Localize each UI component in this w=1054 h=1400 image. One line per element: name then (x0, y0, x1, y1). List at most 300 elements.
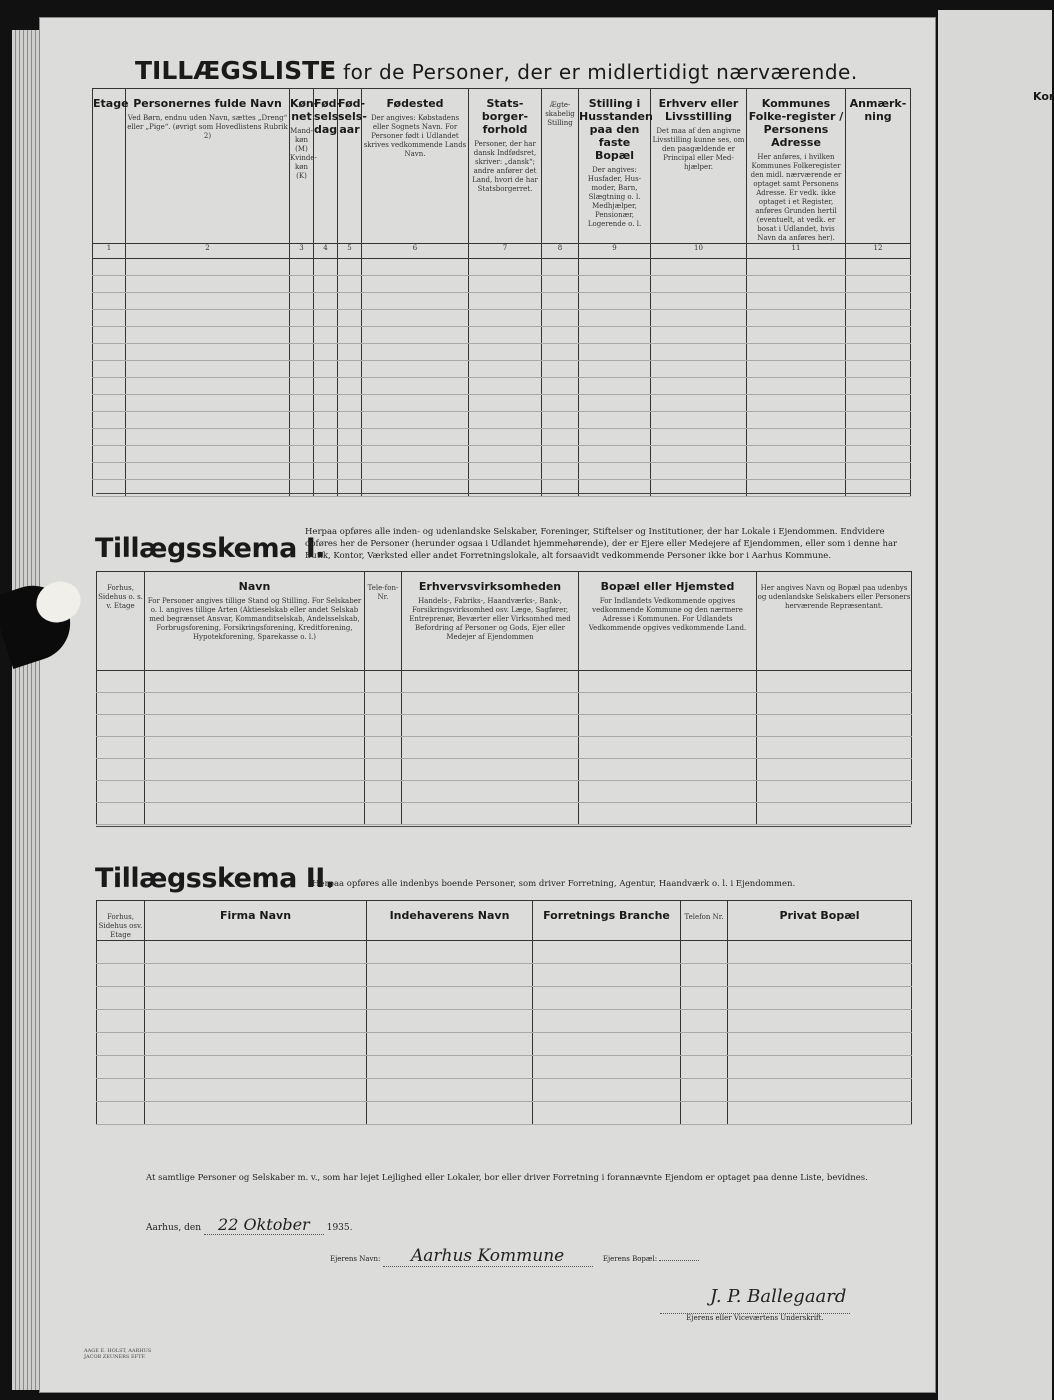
skema2-cell[interactable] (97, 1033, 145, 1056)
list-cell[interactable] (314, 310, 338, 327)
skema1-cell[interactable] (97, 693, 145, 715)
list-cell[interactable] (314, 344, 338, 361)
list-cell[interactable] (651, 344, 747, 361)
list-cell[interactable] (290, 327, 314, 344)
skema2-cell[interactable] (728, 1010, 912, 1033)
skema1-table (96, 571, 912, 825)
list-cell[interactable] (93, 293, 126, 310)
list-cell[interactable] (651, 276, 747, 293)
list-cell[interactable] (126, 378, 290, 395)
list-cell[interactable] (290, 446, 314, 463)
list-cell[interactable] (469, 463, 542, 480)
list-cell[interactable] (290, 310, 314, 327)
skema1-header-row (97, 572, 912, 671)
list-cell[interactable] (338, 395, 362, 412)
list-header-note: Der angives: Købstadens eller Sognets Navn. For Personer født i Udlandet skrives vedkommende Lands Navn. (363, 114, 467, 158)
column-number: 5 (338, 244, 362, 259)
skema1-cell[interactable] (579, 803, 757, 825)
list-cell[interactable] (579, 276, 651, 293)
list-header-note: Der angives: Husfader, Hus-moder, Barn, Slægtning o. l. Medhjælper, Pensionær, Logerende o. l. (587, 166, 642, 228)
skema1-cell[interactable] (145, 803, 365, 825)
skema1-cell[interactable] (757, 759, 912, 781)
list-cell[interactable] (846, 276, 911, 293)
list-cell[interactable] (338, 344, 362, 361)
skema1-header-note: Handels-, Fabriks-, Haandværks-, Bank-, Forsikringsvirksomhed osv. Læge, Sagfører, Entreprenør, Beværter eller Virksomhed med Befordring af Personer og Gods, Ejer eller Medejer af Ejendommen (409, 597, 571, 641)
list-cell[interactable] (362, 293, 469, 310)
list-cell[interactable] (846, 344, 911, 361)
list-cell[interactable] (469, 446, 542, 463)
list-cell[interactable] (747, 446, 846, 463)
list-cell[interactable] (747, 463, 846, 480)
skema2-cell[interactable] (145, 1010, 367, 1033)
list-cell[interactable] (846, 327, 911, 344)
skema1-cell[interactable] (365, 715, 402, 737)
list-header-cell (542, 89, 579, 244)
list-cell[interactable] (579, 310, 651, 327)
skema1-cell[interactable] (97, 737, 145, 759)
list-cell[interactable] (651, 446, 747, 463)
skema2-cell[interactable] (533, 1102, 681, 1125)
skema2-row (97, 941, 912, 964)
column-number: 10 (651, 244, 747, 259)
skema2-row (97, 1102, 912, 1125)
list-cell[interactable] (93, 276, 126, 293)
skema1-cell[interactable] (579, 693, 757, 715)
list-cell[interactable] (542, 344, 579, 361)
list-cell[interactable] (362, 361, 469, 378)
list-cell[interactable] (846, 412, 911, 429)
list-cell[interactable] (469, 412, 542, 429)
list-header-cell (747, 89, 846, 244)
list-cell[interactable] (290, 293, 314, 310)
skema2-cell[interactable] (367, 1056, 533, 1079)
list-number-row (93, 244, 911, 259)
list-cell[interactable] (290, 412, 314, 429)
list-header-title: Fødested (386, 97, 444, 110)
skema1-cell[interactable] (757, 671, 912, 693)
list-cell[interactable] (126, 412, 290, 429)
list-cell[interactable] (747, 276, 846, 293)
list-cell[interactable] (651, 463, 747, 480)
skema2-cell[interactable] (533, 964, 681, 987)
list-cell[interactable] (126, 310, 290, 327)
list-cell[interactable] (126, 276, 290, 293)
skema2-cell[interactable] (145, 941, 367, 964)
skema2-cell[interactable] (97, 941, 145, 964)
skema1-cell[interactable] (579, 671, 757, 693)
list-cell[interactable] (846, 463, 911, 480)
list-cell[interactable] (846, 395, 911, 412)
list-cell[interactable] (290, 395, 314, 412)
skema1-cell[interactable] (145, 671, 365, 693)
list-cell[interactable] (651, 395, 747, 412)
skema2-cell[interactable] (145, 964, 367, 987)
skema1-cell[interactable] (579, 715, 757, 737)
list-cell[interactable] (93, 446, 126, 463)
list-cell[interactable] (314, 446, 338, 463)
list-cell[interactable] (338, 276, 362, 293)
skema1-cell[interactable] (365, 693, 402, 715)
list-cell[interactable] (469, 293, 542, 310)
skema2-cell[interactable] (533, 987, 681, 1010)
skema2-cell[interactable] (97, 964, 145, 987)
skema1-cell[interactable] (365, 803, 402, 825)
skema1-row (97, 803, 912, 825)
list-cell[interactable] (93, 429, 126, 446)
list-cell[interactable] (362, 276, 469, 293)
list-cell[interactable] (290, 344, 314, 361)
skema2-cell[interactable] (533, 1033, 681, 1056)
skema1-cell[interactable] (402, 671, 579, 693)
list-cell[interactable] (651, 378, 747, 395)
supplement-list-table (92, 88, 911, 497)
list-cell[interactable] (338, 361, 362, 378)
list-cell[interactable] (846, 259, 911, 276)
skema2-cell[interactable] (367, 1033, 533, 1056)
list-cell[interactable] (747, 344, 846, 361)
list-cell[interactable] (579, 463, 651, 480)
skema2-cell[interactable] (533, 941, 681, 964)
skema2-cell[interactable] (681, 1079, 728, 1102)
skema1-cell[interactable] (402, 759, 579, 781)
list-cell[interactable] (579, 327, 651, 344)
column-number: 1 (93, 244, 126, 259)
list-cell[interactable] (126, 446, 290, 463)
list-cell[interactable] (126, 395, 290, 412)
skema1-cell[interactable] (145, 693, 365, 715)
skema2-cell[interactable] (728, 1056, 912, 1079)
list-cell[interactable] (469, 344, 542, 361)
list-cell[interactable] (579, 293, 651, 310)
skema1-header-cell (97, 572, 145, 671)
list-cell[interactable] (542, 378, 579, 395)
list-cell[interactable] (542, 293, 579, 310)
list-cell[interactable] (314, 378, 338, 395)
list-header-cell (651, 89, 747, 244)
skema1-cell[interactable] (145, 759, 365, 781)
list-cell[interactable] (542, 463, 579, 480)
list-cell[interactable] (469, 378, 542, 395)
list-cell[interactable] (747, 259, 846, 276)
list-cell[interactable] (338, 327, 362, 344)
skema2-cell[interactable] (97, 1079, 145, 1102)
list-cell[interactable] (362, 344, 469, 361)
list-header-cell (846, 89, 911, 244)
list-cell[interactable] (651, 361, 747, 378)
list-cell[interactable] (542, 412, 579, 429)
skema2-table (96, 900, 912, 1125)
list-cell[interactable] (651, 310, 747, 327)
skema1-cell[interactable] (365, 671, 402, 693)
list-cell[interactable] (290, 259, 314, 276)
skema2-cell[interactable] (728, 941, 912, 964)
owner-name-label: Ejerens Navn: (330, 1255, 381, 1263)
list-cell[interactable] (542, 327, 579, 344)
skema2-row (97, 964, 912, 987)
skema2-cell[interactable] (681, 1033, 728, 1056)
skema1-cell[interactable] (97, 671, 145, 693)
skema2-cell[interactable] (681, 987, 728, 1010)
skema2-cell[interactable] (681, 941, 728, 964)
list-cell[interactable] (314, 276, 338, 293)
list-cell[interactable] (651, 293, 747, 310)
skema2-cell[interactable] (97, 1056, 145, 1079)
owner-name-handwritten: Aarhus Kommune (383, 1246, 593, 1267)
attestation-statement: At samtlige Personer og Selskaber m. v., som har lejet Lejlighed eller Lokaler, bor eller driver Forretning i forannævnte Ejendom er optaget paa denne Liste, bevidnes. (146, 1173, 868, 1183)
list-cell[interactable] (579, 344, 651, 361)
list-cell[interactable] (651, 327, 747, 344)
owner-address-line (659, 1260, 699, 1261)
list-cell[interactable] (362, 310, 469, 327)
list-cell[interactable] (579, 361, 651, 378)
list-cell[interactable] (338, 463, 362, 480)
list-cell[interactable] (314, 429, 338, 446)
list-cell[interactable] (747, 429, 846, 446)
list-cell[interactable] (362, 463, 469, 480)
list-header-note: Mand-køn (M) Kvinde-køn (K) (290, 127, 317, 180)
skema2-cell[interactable] (367, 987, 533, 1010)
list-cell[interactable] (542, 446, 579, 463)
skema1-cell[interactable] (402, 803, 579, 825)
list-header-title: Stilling i Husstanden paa den faste Bopæl (579, 97, 653, 162)
list-cell[interactable] (314, 463, 338, 480)
skema2-cell[interactable] (367, 941, 533, 964)
skema1-cell[interactable] (402, 693, 579, 715)
list-cell[interactable] (126, 361, 290, 378)
skema2-cell[interactable] (728, 964, 912, 987)
list-cell[interactable] (747, 395, 846, 412)
list-cell[interactable] (338, 378, 362, 395)
list-cell[interactable] (93, 463, 126, 480)
list-header-cell (469, 89, 542, 244)
list-cell[interactable] (579, 378, 651, 395)
list-cell[interactable] (542, 276, 579, 293)
skema1-cell[interactable] (757, 803, 912, 825)
list-cell[interactable] (362, 327, 469, 344)
list-cell[interactable] (338, 310, 362, 327)
list-row (93, 463, 911, 480)
list-cell[interactable] (126, 327, 290, 344)
list-cell[interactable] (126, 293, 290, 310)
list-cell[interactable] (338, 446, 362, 463)
list-cell[interactable] (290, 276, 314, 293)
skema2-cell[interactable] (728, 1102, 912, 1125)
skema1-cell[interactable] (97, 781, 145, 803)
place-date-line (146, 1215, 353, 1235)
skema2-cell[interactable] (681, 1056, 728, 1079)
skema1-cell[interactable] (365, 759, 402, 781)
list-row (93, 361, 911, 378)
column-number: 6 (362, 244, 469, 259)
list-cell[interactable] (542, 395, 579, 412)
list-body (93, 259, 911, 497)
list-cell[interactable] (338, 429, 362, 446)
skema2-cell[interactable] (367, 1079, 533, 1102)
skema2-header-note: Forhus, Sidehus osv. Etage (98, 913, 143, 939)
skema2-cell[interactable] (533, 1010, 681, 1033)
list-cell[interactable] (314, 361, 338, 378)
list-cell[interactable] (93, 310, 126, 327)
list-cell[interactable] (747, 412, 846, 429)
skema1-cell[interactable] (757, 715, 912, 737)
skema1-header-note: For Indlandets Vedkommende opgives vedkommende Kommune og den nærmere Adresse i Kommunen. For Udlandets Vedkommende opgives vedkommende Land. (588, 597, 747, 632)
list-cell[interactable] (314, 327, 338, 344)
skema1-cell[interactable] (757, 781, 912, 803)
list-cell[interactable] (469, 259, 542, 276)
skema2-cell[interactable] (728, 1079, 912, 1102)
list-cell[interactable] (93, 378, 126, 395)
skema2-cell[interactable] (367, 1102, 533, 1125)
skema1-cell[interactable] (579, 759, 757, 781)
skema1-cell[interactable] (365, 737, 402, 759)
list-cell[interactable] (93, 259, 126, 276)
skema1-cell[interactable] (402, 715, 579, 737)
skema2-cell[interactable] (145, 1056, 367, 1079)
list-row (93, 327, 911, 344)
list-cell[interactable] (846, 429, 911, 446)
list-cell[interactable] (542, 429, 579, 446)
skema2-cell[interactable] (367, 1010, 533, 1033)
list-cell[interactable] (126, 429, 290, 446)
list-cell[interactable] (846, 293, 911, 310)
list-cell[interactable] (290, 378, 314, 395)
list-cell[interactable] (542, 259, 579, 276)
skema1-cell[interactable] (97, 759, 145, 781)
skema2-cell[interactable] (681, 1010, 728, 1033)
list-cell[interactable] (469, 327, 542, 344)
skema2-cell[interactable] (97, 1010, 145, 1033)
list-row (93, 395, 911, 412)
skema2-cell[interactable] (97, 987, 145, 1010)
list-cell[interactable] (579, 412, 651, 429)
skema2-cell[interactable] (681, 1102, 728, 1125)
skema2-header-cell (97, 901, 145, 941)
skema2-cell[interactable] (97, 1102, 145, 1125)
skema2-cell[interactable] (728, 987, 912, 1010)
list-cell[interactable] (362, 429, 469, 446)
list-cell[interactable] (846, 361, 911, 378)
list-row (93, 446, 911, 463)
list-cell[interactable] (651, 412, 747, 429)
list-cell[interactable] (651, 429, 747, 446)
list-cell[interactable] (362, 412, 469, 429)
list-cell[interactable] (469, 276, 542, 293)
list-cell[interactable] (290, 463, 314, 480)
skema1-cell[interactable] (365, 781, 402, 803)
skema1-cell[interactable] (402, 737, 579, 759)
list-header-title: Stats-borger-forhold (481, 97, 529, 136)
skema1-cell[interactable] (145, 715, 365, 737)
list-cell[interactable] (747, 378, 846, 395)
divider (96, 493, 911, 494)
list-cell[interactable] (542, 310, 579, 327)
list-cell[interactable] (469, 361, 542, 378)
list-cell[interactable] (93, 395, 126, 412)
skema2-cell[interactable] (533, 1079, 681, 1102)
list-cell[interactable] (126, 259, 290, 276)
list-cell[interactable] (362, 259, 469, 276)
list-cell[interactable] (93, 344, 126, 361)
skema2-cell[interactable] (367, 964, 533, 987)
list-cell[interactable] (290, 361, 314, 378)
skema1-cell[interactable] (757, 737, 912, 759)
skema2-header-cell (728, 901, 912, 941)
list-cell[interactable] (846, 378, 911, 395)
skema1-header-cell (145, 572, 365, 671)
list-cell[interactable] (469, 395, 542, 412)
skema1-cell[interactable] (402, 781, 579, 803)
list-cell[interactable] (579, 429, 651, 446)
skema2-cell[interactable] (145, 987, 367, 1010)
list-cell[interactable] (290, 429, 314, 446)
skema1-cell[interactable] (579, 737, 757, 759)
list-cell[interactable] (579, 259, 651, 276)
list-cell[interactable] (314, 259, 338, 276)
list-cell[interactable] (362, 378, 469, 395)
list-cell[interactable] (126, 463, 290, 480)
skema1-cell[interactable] (97, 715, 145, 737)
list-cell[interactable] (126, 344, 290, 361)
list-cell[interactable] (314, 412, 338, 429)
list-cell[interactable] (93, 327, 126, 344)
list-cell[interactable] (846, 446, 911, 463)
list-cell[interactable] (579, 446, 651, 463)
list-cell[interactable] (93, 361, 126, 378)
skema2-cell[interactable] (533, 1056, 681, 1079)
skema2-cell[interactable] (145, 1102, 367, 1125)
skema2-cell[interactable] (681, 964, 728, 987)
list-cell[interactable] (362, 446, 469, 463)
list-cell[interactable] (469, 429, 542, 446)
skema1-cell[interactable] (145, 737, 365, 759)
list-cell[interactable] (542, 361, 579, 378)
skema1-cell[interactable] (145, 781, 365, 803)
skema1-cell[interactable] (757, 693, 912, 715)
skema2-cell[interactable] (145, 1079, 367, 1102)
skema2-row (97, 1079, 912, 1102)
list-cell[interactable] (579, 395, 651, 412)
skema1-header-cell (402, 572, 579, 671)
skema2-cell[interactable] (728, 1033, 912, 1056)
list-header-cell (362, 89, 469, 244)
list-cell[interactable] (747, 310, 846, 327)
skema2-cell[interactable] (145, 1033, 367, 1056)
list-cell[interactable] (93, 412, 126, 429)
skema2-header-title: Forretnings Branche (543, 909, 670, 922)
list-cell[interactable] (747, 293, 846, 310)
list-cell[interactable] (747, 327, 846, 344)
list-cell[interactable] (469, 310, 542, 327)
list-header-title: Personernes fulde Navn (133, 97, 282, 110)
skema1-cell[interactable] (579, 781, 757, 803)
list-cell[interactable] (314, 395, 338, 412)
page-title (135, 56, 858, 85)
list-row (93, 259, 911, 276)
list-cell[interactable] (338, 412, 362, 429)
list-header-cell (126, 89, 290, 244)
list-cell[interactable] (846, 310, 911, 327)
skema1-cell[interactable] (97, 803, 145, 825)
list-cell[interactable] (651, 259, 747, 276)
list-cell[interactable] (747, 361, 846, 378)
list-cell[interactable] (314, 293, 338, 310)
skema1-header-title: Bopæl eller Hjemsted (600, 580, 735, 593)
skema2-header-note: Telefon Nr. (684, 913, 724, 921)
list-cell[interactable] (338, 259, 362, 276)
list-header-cell (93, 89, 129, 244)
list-cell[interactable] (338, 293, 362, 310)
list-cell[interactable] (362, 395, 469, 412)
